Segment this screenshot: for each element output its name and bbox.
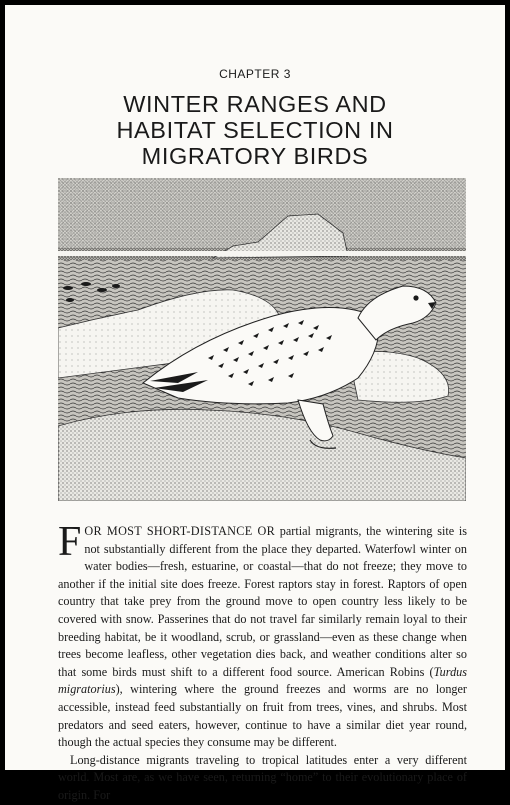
species-name: Turdus migratorius xyxy=(58,664,467,697)
paragraph-1-text-a: partial migrants, the wintering site is not substantially different from the place they departed. Waterfowl winter on water bodies—fresh, estuarine, or coastal—that do not freeze; they move to another if the initial site does freeze. Forest raptors stay in forest. Raptors of open country that take prey from the ground move to open country less likely to be covered with snow. Passerines that do not travel far similarly remain loyal to their breeding habitat, be it woodland, scrub, or grassland—even as these change when trees become leafless, other vegetation dies back, and weather conditions alter so that some birds must shift to a different food source. American Robins ( xyxy=(58,524,467,679)
chapter-title-line-3: MIGRATORY BIRDS xyxy=(141,143,369,169)
paragraph-1 xyxy=(58,519,467,752)
paragraph-2: Long-distance migrants traveling to tropical latitudes enter a very different world. Most are, as we have seen, returning “home” to their evolutionary place of origin. For xyxy=(58,752,467,802)
gyrfalcon-illustration xyxy=(58,178,466,501)
falcon-eye xyxy=(413,295,418,300)
book-page xyxy=(5,5,505,802)
chapter-title xyxy=(25,91,485,169)
paragraph-1-text-b: ), wintering where the ground freezes and worms are no longer accessible, instead feed substantially on fruit from trees, vines, and shrubs. Most predators and seed eaters, however, continue to have a similar diet year round, though the actual species they consume may be different. xyxy=(58,682,467,750)
body-text xyxy=(58,519,467,805)
chapter-label: CHAPTER 3 xyxy=(219,67,291,81)
drop-cap: F xyxy=(58,519,82,565)
paragraph-1-lead: OR MOST SHORT-DISTANCE OR xyxy=(84,524,276,538)
chapter-title-line-1: WINTER RANGES AND xyxy=(123,91,387,117)
chapter-title-line-2: HABITAT SELECTION IN xyxy=(116,117,394,143)
